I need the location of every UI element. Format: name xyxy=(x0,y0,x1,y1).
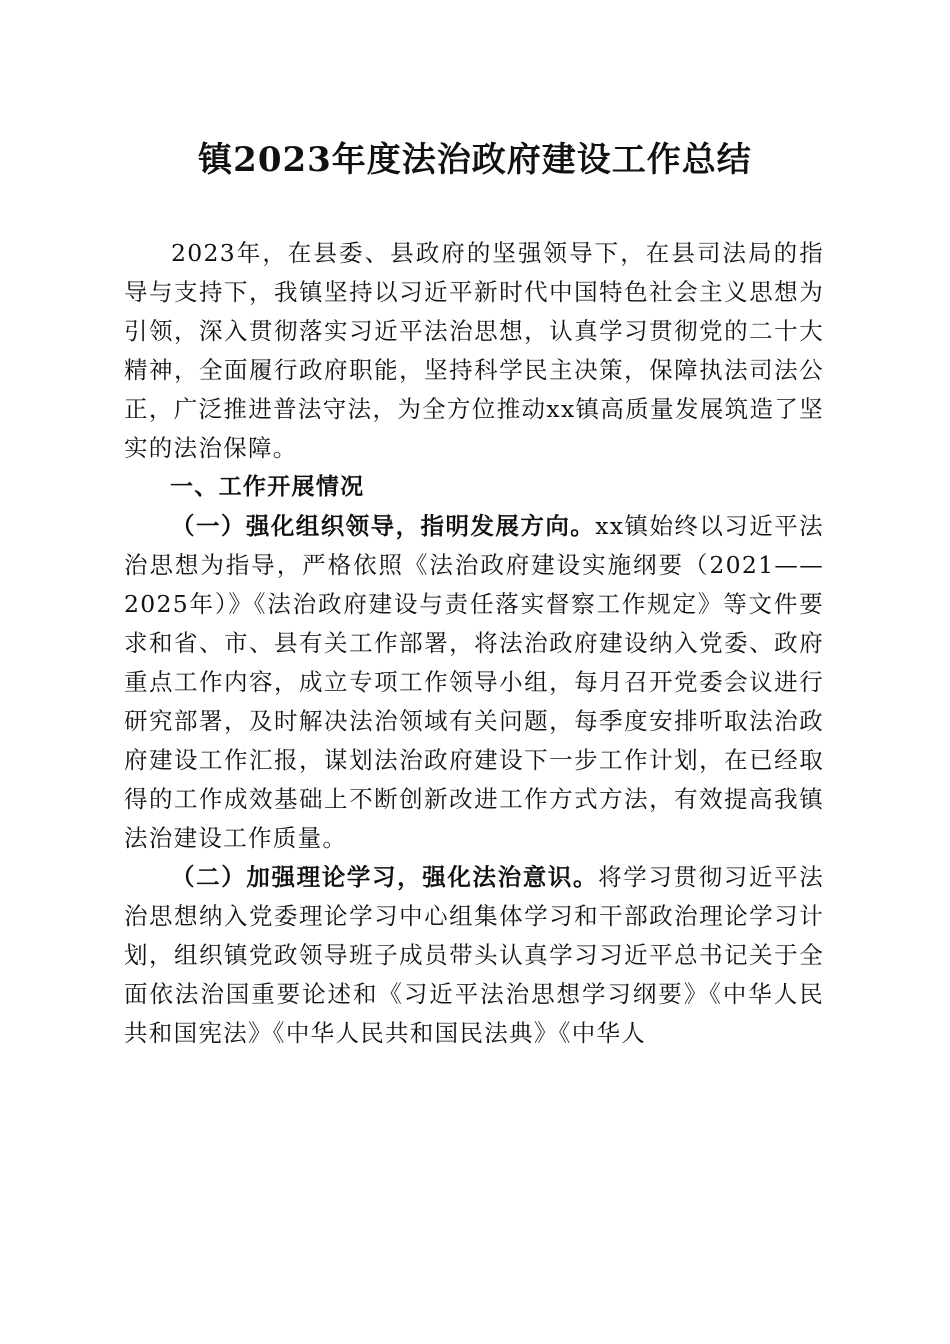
item-text-2: 将学习贯彻习近平法治思想纳入党委理论学习中心组集体学习和干部政治理论学习计划，组织镇党政领导班子成员带头认真学习习近平总书记关于全面依法治国重要论述和《习近平法治思想学习纲要》《中华人民共和国宪法》《中华人民共和国民法典》《中华人 xyxy=(124,863,824,1047)
item-paragraph-1 xyxy=(124,507,824,858)
item-paragraph-2 xyxy=(124,858,824,1053)
document-body xyxy=(124,234,824,1053)
document-title: 镇2023年度法治政府建设工作总结 xyxy=(198,140,752,180)
intro-paragraph: 2023年，在县委、县政府的坚强领导下，在县司法局的指导与支持下，我镇坚持以习近平新时代中国特色社会主义思想为引领，深入贯彻落实习近平法治思想，认真学习贯彻党的二十大精神，全面履行政府职能，坚持科学民主决策，保障执法司法公正，广泛推进普法守法，为全方位推动xx镇高质量发展筑造了坚实的法治保障。 xyxy=(124,239,824,462)
item-lead-2: （二）加强理论学习，强化法治意识。 xyxy=(171,863,599,891)
page-bottom-margin xyxy=(0,1334,950,1344)
section-heading: 一、工作开展情况 xyxy=(170,474,365,500)
item-lead-1: （一）强化组织领导，指明发展方向。 xyxy=(171,512,596,540)
item-text-1: xx镇始终以习近平法治思想为指导，严格依照《法治政府建设实施纲要（2021——2025年）》《法治政府建设与责任落实督察工作规定》等文件要求和省、市、县有关工作部署，将法治政府建设纳入党委、政府重点工作内容，成立专项工作领导小组，每月召开党委会议进行研究部署，及时解决法治领域有关问题，每季度安排听取法治政府建设工作汇报，谋划法治政府建设下一步工作计划，在已经取得的工作成效基础上不断创新改进工作方式方法，有效提高我镇法治建设工作质量。 xyxy=(124,512,824,852)
